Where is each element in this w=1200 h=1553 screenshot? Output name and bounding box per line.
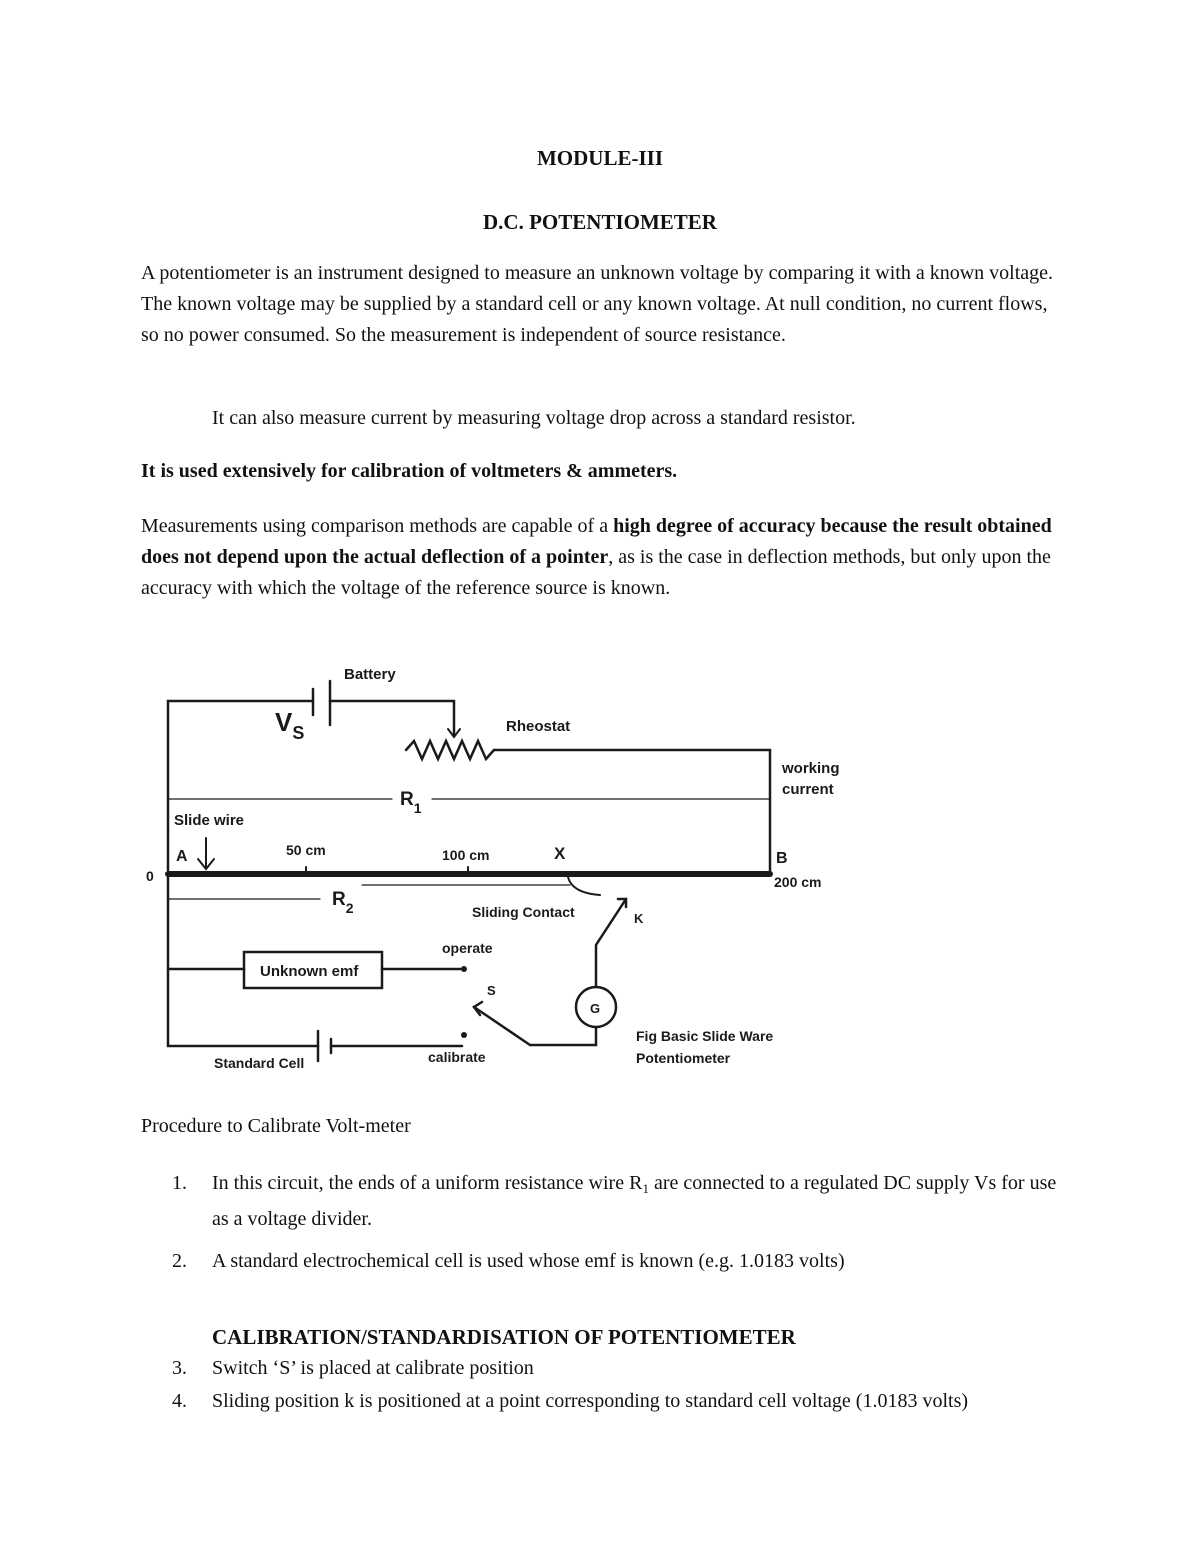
circuit-wires xyxy=(168,681,770,1061)
label-k: K xyxy=(634,911,644,926)
procedure-title: Procedure to Calibrate Volt-meter xyxy=(141,1115,411,1137)
label-r2-main: R xyxy=(332,889,346,910)
label-battery: Battery xyxy=(344,666,396,683)
label-zero: 0 xyxy=(146,868,154,884)
comparison-text-2: , as is the case in deflection methods, but only upon the accuracy with which the voltage of the reference source is known. xyxy=(141,546,1051,599)
calibrate-terminal xyxy=(461,1032,467,1038)
comparison-bold-text: high degree of accuracy because the result obtained does not depend upon the actual deflection of a pointer xyxy=(141,515,1052,568)
step-text-before: In this circuit, the ends of a uniform resistance wire R xyxy=(212,1172,643,1194)
operate-terminal xyxy=(461,966,467,972)
sliding-contact-wire xyxy=(568,877,600,895)
list-item xyxy=(141,1168,1066,1235)
label-caption-line1: Fig Basic Slide Ware xyxy=(636,1028,774,1044)
switch-s-blade xyxy=(474,1007,530,1045)
label-vs xyxy=(275,707,304,743)
section-title: D.C. POTENTIOMETER xyxy=(483,210,717,234)
step-subscript: 1 xyxy=(642,1181,649,1196)
step-text: Switch ‘S’ is placed at calibrate position xyxy=(212,1357,534,1379)
label-vs-main: V xyxy=(275,707,293,737)
current-note: It can also measure current by measuring voltage drop across a standard resistor. xyxy=(212,407,856,429)
label-r2 xyxy=(332,889,354,916)
label-point-a: A xyxy=(176,848,188,865)
list-item xyxy=(141,1246,1066,1277)
label-point-x: X xyxy=(554,844,566,863)
list-number: 1. xyxy=(172,1172,187,1194)
intro-paragraph: A potentiometer is an instrument designed to measure an unknown voltage by comparing it with a known voltage. The known voltage may be supplied by a standard cell or any known voltage. At null condition, no current flows, so no power consumed. So the measurement is independent of source resistance. xyxy=(141,262,1054,346)
label-sliding-contact: Sliding Contact xyxy=(472,904,575,920)
label-caption-line2: Potentiometer xyxy=(636,1050,731,1066)
comparison-paragraph xyxy=(141,511,1066,604)
list-item xyxy=(141,1353,1066,1384)
label-standard-cell: Standard Cell xyxy=(214,1055,305,1071)
label-unknown-emf: Unknown emf xyxy=(260,963,359,980)
galvanometer-to-k-wire xyxy=(596,899,626,987)
slide-wire-potentiometer-figure xyxy=(130,655,840,1075)
calibration-use-statement: It is used extensively for calibration of voltmeters & ammeters. xyxy=(141,460,678,482)
label-vs-sub: S xyxy=(292,723,305,743)
calibration-heading: CALIBRATION/STANDARDISATION OF POTENTIOMETER xyxy=(212,1325,796,1349)
list-number: 3. xyxy=(172,1357,187,1379)
comparison-text-1: Measurements using comparison methods are capable of a xyxy=(141,515,614,537)
battery-to-rheostat-wire xyxy=(330,701,454,735)
label-operate: operate xyxy=(442,940,493,956)
label-r1-main: R xyxy=(400,789,414,810)
label-working: working xyxy=(782,760,840,777)
switch-to-galvanometer-wire xyxy=(530,1027,596,1045)
label-100cm: 100 cm xyxy=(442,847,490,863)
procedure-list-a xyxy=(141,1168,1066,1277)
label-r2-sub: 2 xyxy=(345,900,354,916)
label-current: current xyxy=(782,781,834,798)
rheostat-zigzag xyxy=(406,741,494,759)
list-number: 2. xyxy=(172,1250,187,1272)
label-calibrate: calibrate xyxy=(428,1049,486,1065)
procedure-list-b xyxy=(141,1353,1066,1417)
label-r1-sub: 1 xyxy=(413,800,422,816)
list-number: 4. xyxy=(172,1390,187,1412)
rheostat-to-b-wire xyxy=(494,750,770,873)
label-slide-wire: Slide wire xyxy=(174,812,245,829)
label-g: G xyxy=(590,1001,601,1016)
label-50cm: 50 cm xyxy=(286,842,326,858)
label-s: S xyxy=(487,983,496,998)
step-text: Sliding position k is positioned at a point corresponding to standard cell voltage (1.0183 volts) xyxy=(212,1390,969,1412)
label-200cm: 200 cm xyxy=(774,874,822,890)
step-text: A standard electrochemical cell is used whose emf is known (e.g. 1.0183 volts) xyxy=(212,1250,845,1272)
label-r1 xyxy=(400,789,422,816)
label-point-b: B xyxy=(776,850,788,867)
step-text-after: are connected to a regulated DC supply Vs for use as a voltage divider. xyxy=(212,1172,1057,1230)
list-item xyxy=(141,1386,1066,1417)
label-rheostat: Rheostat xyxy=(506,718,571,735)
module-title: MODULE-III xyxy=(536,146,663,170)
